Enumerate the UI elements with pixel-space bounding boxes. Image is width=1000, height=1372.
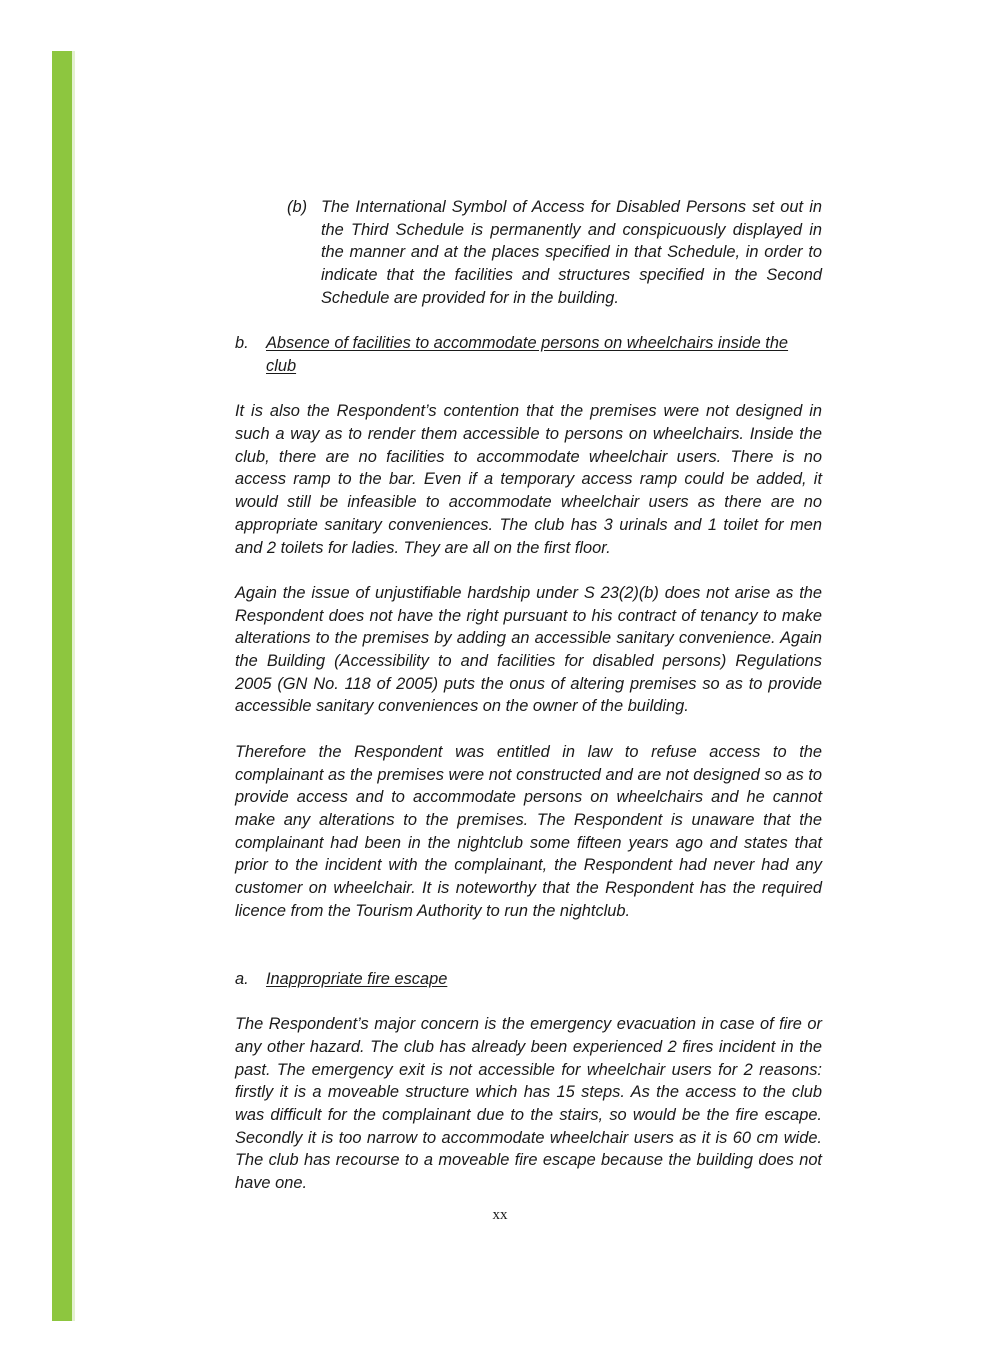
page-sidebar-accent-edge xyxy=(72,51,75,1321)
page-sidebar-accent xyxy=(52,51,72,1321)
paragraph: The Respondent’s major concern is the emergency evacuation in case of fire or any other hazard. The club has already been experienced 2 fires incident in the past. The emergency exit is not accessible for wheelchair users for 2 reasons: firstly it is a moveable structure which has 15 steps. As the access to the club was difficult for the complainant due to the stairs, so would be the fire escape. Secondly it is too narrow to accommodate wheelchair users as it is 60 cm wide. The club has recourse to a moveable fire escape because the building does not have one. xyxy=(235,1015,822,1193)
list-item-b xyxy=(287,196,822,310)
section-heading-text: Inappropriate fire escape xyxy=(266,969,448,988)
paragraph: Again the issue of unjustifiable hardship under S 23(2)(b) does not arise as the Respondent does not have the right pursuant to his contract of tenancy to make alterations to the premises by adding an accessible sanitary convenience. Again the Building (Accessibility to and facilities for disabled persons) Regulations 2005 (GN No. 118 of 2005) puts the onus of altering premises so as to provide accessible sanitary conveniences on the owner of the building. xyxy=(235,583,822,716)
list-item-text: The International Symbol of Access for Disabled Persons set out in the Third Schedule is permanently and conspicuously displayed in the manner and at the places specified in that Schedule, in order to indicate that the facilities and structures specified in the Second Schedule are provided for in the building. xyxy=(321,198,822,307)
section-heading-b xyxy=(235,332,822,377)
section-marker: b. xyxy=(235,334,249,353)
section-heading-text: Absence of facilities to accommodate persons on wheelchairs inside the club xyxy=(266,334,789,375)
section-marker: a. xyxy=(235,969,249,988)
paragraph: It is also the Respondent’s contention that the premises were not designed in such a way as to render them accessible to persons on wheelchairs. Inside the club, there are no facilities to accommodate wheelchair users. There is no access ramp to the bar. Even if a temporary access ramp could be added, it would still be infeasible to accommodate wheelchair users as there are no appropriate sanitary conveniences. The club has 3 urinals and 1 toilet for men and 2 toilets for ladies. They are all on the first floor. xyxy=(235,402,822,557)
list-item-marker: (b) xyxy=(287,198,308,216)
page-number: xx xyxy=(492,1207,508,1223)
document-body xyxy=(235,196,822,1195)
paragraph: Therefore the Respondent was entitled in law to refuse access to the complainant as the premises were not constructed and are not designed so as to provide access and to accommodate persons on wheelchairs and he cannot make any alterations to the premises. The Respondent is unaware that the complainant had been in the nightclub some fifteen years ago and states that prior to the incident with the complainant, the Respondent had never had any customer on wheelchair. It is noteworthy that the Respondent has the required licence from the Tourism Authority to run the nightclub. xyxy=(235,742,822,920)
section-heading-a xyxy=(235,968,822,991)
